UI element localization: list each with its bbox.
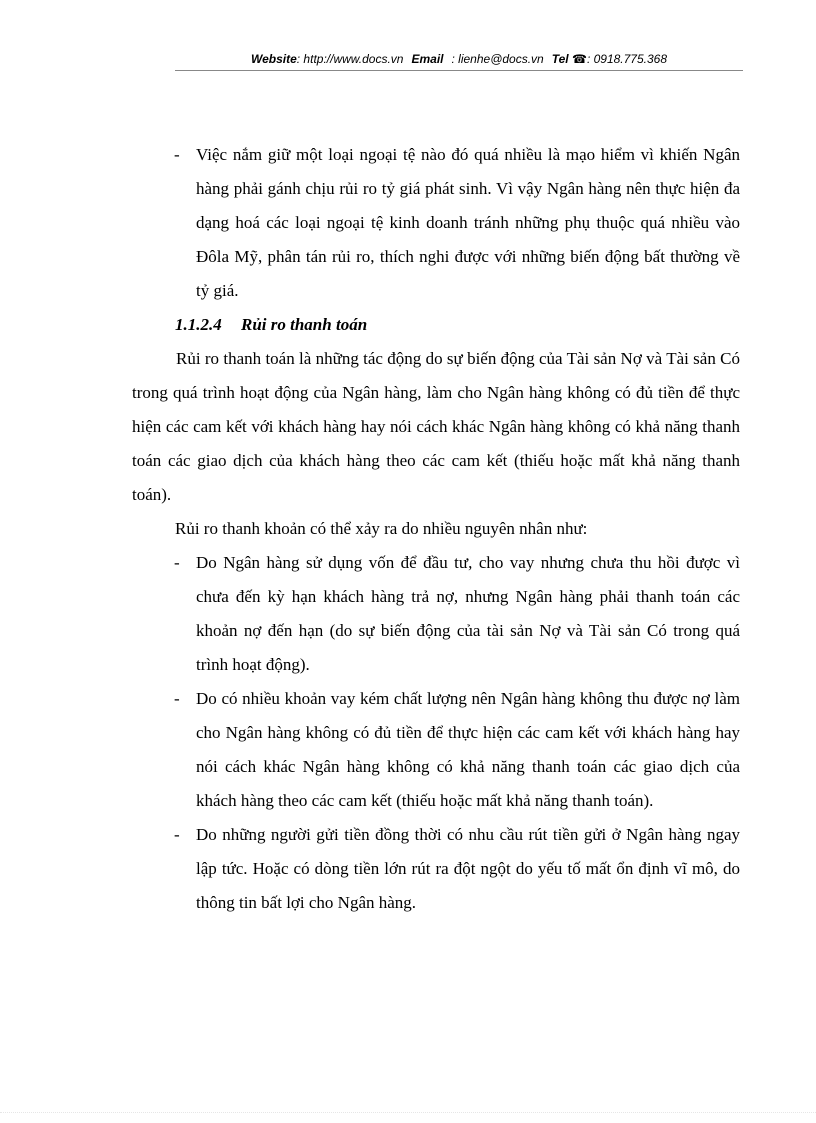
bullet-dash: - [174, 553, 180, 572]
list-item [132, 138, 740, 308]
phone-icon: ☎ [571, 52, 587, 66]
section-heading [132, 308, 740, 342]
page-bottom-divider [0, 1112, 816, 1113]
document-body [132, 138, 740, 920]
list-item [132, 682, 740, 818]
email-label: Email [411, 52, 444, 66]
list-item [132, 546, 740, 682]
bullet-dash: - [174, 825, 180, 844]
tel-value: : 0918.775.368 [586, 52, 668, 66]
bullet-text: Do có nhiều khoản vay kém chất lượng nên Ngân hàng không thu được nợ làm cho Ngân hàng không có đủ tiền để thực hiện các cam kết với khách hàng hay nói cách khác Ngân hàng không có khả năng thanh toán các giao dịch của khách hàng theo các cam kết (thiếu hoặc mất khả năng thanh toán). [196, 689, 740, 810]
section-title: Rủi ro thanh toán [241, 315, 368, 334]
paragraph: Rủi ro thanh khoản có thể xảy ra do nhiều nguyên nhân như: [175, 519, 588, 538]
bullet-text: Do những người gửi tiền đồng thời có nhu cầu rút tiền gửi ở Ngân hàng ngay lập tức. Hoặc có dòng tiền lớn rút ra đột ngột do yếu tố mất ổn định vĩ mô, do thông tin bất lợi cho Ngân hàng. [196, 825, 740, 912]
tel-label: Tel [551, 52, 569, 66]
email-value: : lienhe@docs.vn [451, 52, 544, 66]
page-header [175, 50, 743, 71]
bullet-dash: - [174, 689, 180, 708]
website-label: Website [250, 52, 297, 66]
bullet-text: Do Ngân hàng sử dụng vốn để đầu tư, cho vay nhưng chưa thu hồi được vì chưa đến kỳ hạn khách hàng trả nợ, nhưng Ngân hàng phải thanh toán các khoản nợ đến hạn (do sự biến động của tài sản Nợ và Tài sản Có trong quá trình hoạt động). [196, 553, 740, 674]
website-value: : http://www.docs.vn [296, 52, 404, 66]
bullet-text: Việc nắm giữ một loại ngoại tệ nào đó quá nhiều là mạo hiểm vì khiến Ngân hàng phải gánh chịu rủi ro tỷ giá phát sinh. Vì vậy Ngân hàng nên thực hiện đa dạng hoá các loại ngoại tệ kinh doanh tránh những phụ thuộc quá nhiều vào Đôla Mỹ, phân tán rủi ro, thích nghi được với những biến động bất thường về tỷ giá. [196, 145, 740, 300]
bullet-dash: - [174, 145, 180, 164]
list-item [132, 818, 740, 920]
paragraph: Rủi ro thanh toán là những tác động do sự biến động của Tài sản Nợ và Tài sản Có trong quá trình hoạt động của Ngân hàng, làm cho Ngân hàng không có đủ tiền để thực hiện các cam kết với khách hàng hay nói cách khác Ngân hàng không có khả năng thanh toán các giao dịch của khách hàng theo các cam kết (thiếu hoặc mất khả năng thanh toán). [132, 349, 740, 504]
section-number: 1.1.2.4 [175, 315, 222, 334]
